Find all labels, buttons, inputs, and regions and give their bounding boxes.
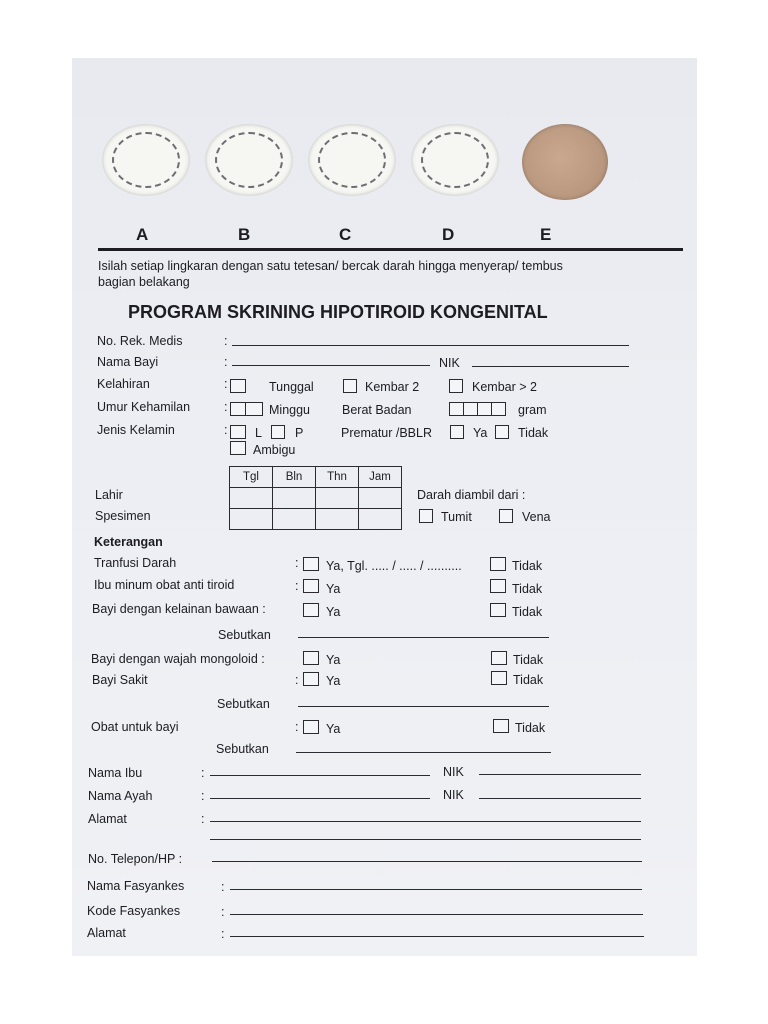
dashed-ring <box>421 132 489 188</box>
label-kelainan-ya: Ya <box>326 605 341 619</box>
nik-bayi-field[interactable] <box>472 366 629 367</box>
checkbox-mongoloid-tidak[interactable] <box>491 651 507 665</box>
circle-label-a: A <box>136 225 149 244</box>
checkbox-ibu-obat-tidak[interactable] <box>490 579 506 593</box>
telepon-field[interactable] <box>212 861 642 862</box>
checkbox-sakit-tidak[interactable] <box>491 671 507 685</box>
label-obat-ya: Ya <box>326 722 341 736</box>
colon: : <box>224 355 228 369</box>
checkbox-ambigu[interactable] <box>230 441 246 455</box>
label-kembar-gt2: Kembar > 2 <box>472 380 537 394</box>
label-sakit-tidak: Tidak <box>513 673 544 687</box>
label-kelahiran: Kelahiran <box>97 377 150 391</box>
checkbox-sakit-ya[interactable] <box>303 672 319 686</box>
label-obat-bayi: Obat untuk bayi <box>91 720 179 734</box>
instruction-line-2: bagian belakang <box>98 275 190 289</box>
colon: : <box>224 400 228 414</box>
label-spesimen: Spesimen <box>95 509 151 523</box>
colon: : <box>221 927 225 941</box>
label-kode-fasyankes: Kode Fasyankes <box>87 904 181 918</box>
label-sebutkan-sakit: Sebutkan <box>217 697 270 711</box>
blood-spot-circle-c[interactable] <box>308 124 396 196</box>
colon: : <box>295 673 299 687</box>
alamat-orangtua-field-1[interactable] <box>210 821 641 822</box>
checkbox-laki-laki[interactable] <box>230 425 246 439</box>
label-tumit: Tumit <box>441 510 472 524</box>
colon: : <box>224 377 228 391</box>
label-tranfusi: Tranfusi Darah <box>94 556 177 570</box>
checkbox-ibu-obat-ya[interactable] <box>303 579 319 593</box>
label-alamat-orangtua: Alamat <box>88 812 127 826</box>
colon: : <box>295 556 299 570</box>
blood-spot-circle-d[interactable] <box>411 124 499 196</box>
checkbox-kelainan-ya[interactable] <box>303 603 319 617</box>
label-ambigu: Ambigu <box>253 443 296 457</box>
lahir-thn-cell[interactable] <box>316 488 359 509</box>
sebutkan-sakit-field[interactable] <box>298 706 549 707</box>
label-rek-medis: No. Rek. Medis <box>97 334 183 348</box>
header-tgl: Tgl <box>230 467 273 488</box>
colon: : <box>201 789 205 803</box>
nama-fasyankes-field[interactable] <box>230 889 642 890</box>
label-mongoloid: Bayi dengan wajah mongoloid : <box>91 652 265 666</box>
label-nik-ibu: NIK <box>443 765 464 779</box>
header-bln: Bln <box>273 467 316 488</box>
label-jenis-kelamin: Jenis Kelamin <box>97 423 175 437</box>
page-title: PROGRAM SKRINING HIPOTIROID KONGENITAL <box>128 302 548 322</box>
nik-ibu-field[interactable] <box>479 774 641 775</box>
checkbox-tranfusi-tidak[interactable] <box>490 557 506 571</box>
checkbox-vena[interactable] <box>499 509 513 523</box>
label-sakit-ya: Ya <box>326 674 341 688</box>
header-thn: Thn <box>316 467 359 488</box>
colon: : <box>221 905 225 919</box>
colon: : <box>224 423 228 437</box>
label-ibu-obat-ya: Ya <box>326 582 341 596</box>
circle-label-c: C <box>339 225 352 244</box>
label-kelainan: Bayi dengan kelainan bawaan : <box>92 602 266 616</box>
label-berat-badan: Berat Badan <box>342 403 412 417</box>
label-ibu-obat-tidak: Tidak <box>512 582 543 596</box>
circle-label-b: B <box>238 225 251 244</box>
label-prematur: Prematur /BBLR <box>341 426 433 440</box>
label-tunggal: Tunggal <box>269 380 314 394</box>
nama-ibu-field[interactable] <box>210 775 430 776</box>
alamat-fasyankes-field[interactable] <box>230 936 644 937</box>
label-l: L <box>255 426 262 440</box>
sebutkan-kelainan-field[interactable] <box>298 637 549 638</box>
label-vena: Vena <box>522 510 551 524</box>
blood-spot-circle-e[interactable] <box>522 124 608 200</box>
spesimen-thn-cell[interactable] <box>316 509 359 530</box>
dashed-ring <box>318 132 386 188</box>
label-tranfusi-tidak: Tidak <box>512 559 543 573</box>
kode-fasyankes-field[interactable] <box>230 914 643 915</box>
spesimen-tgl-cell[interactable] <box>230 509 273 530</box>
lahir-jam-cell[interactable] <box>359 488 402 509</box>
lahir-bln-cell[interactable] <box>273 488 316 509</box>
checkbox-tunggal[interactable] <box>230 379 246 393</box>
label-prematur-ya: Ya <box>473 426 488 440</box>
label-umur-kehamilan: Umur Kehamilan <box>97 400 191 414</box>
sebutkan-obat-field[interactable] <box>296 752 551 753</box>
checkbox-obat-ya[interactable] <box>303 720 319 734</box>
label-ibu-obat: Ibu minum obat anti tiroid <box>94 578 235 592</box>
label-lahir: Lahir <box>95 488 123 502</box>
label-tranfusi-ya-tgl: Ya, Tgl. ..... / ..... / .......... <box>326 559 462 573</box>
label-telepon: No. Telepon/HP : <box>88 852 183 866</box>
dashed-ring <box>112 132 180 188</box>
lahir-tgl-cell[interactable] <box>230 488 273 509</box>
header-jam: Jam <box>359 467 402 488</box>
berat-badan-digit-1[interactable] <box>449 402 464 416</box>
blood-spot-circle-b[interactable] <box>205 124 293 196</box>
circle-label-d: D <box>442 225 455 244</box>
label-minggu: Minggu <box>269 403 310 417</box>
heading-keterangan: Keterangan <box>94 535 163 549</box>
checkbox-mongoloid-ya[interactable] <box>303 651 319 665</box>
label-darah-diambil: Darah diambil dari : <box>417 488 526 502</box>
label-alamat-fasyankes: Alamat <box>87 926 126 940</box>
checkbox-perempuan[interactable] <box>271 425 285 439</box>
colon: : <box>201 812 205 826</box>
label-kembar2: Kembar 2 <box>365 380 420 394</box>
checkbox-prematur-tidak[interactable] <box>495 425 509 439</box>
label-p: P <box>295 426 304 440</box>
spesimen-jam-cell[interactable] <box>359 509 402 530</box>
label-sebutkan-obat: Sebutkan <box>216 742 269 756</box>
label-nama-ayah: Nama Ayah <box>88 789 153 803</box>
circle-label-e: E <box>540 225 552 244</box>
umur-kehamilan-digit-2[interactable] <box>245 402 263 416</box>
screening-card <box>72 58 697 956</box>
colon: : <box>224 334 228 348</box>
checkbox-tranfusi-ya[interactable] <box>303 557 319 571</box>
checkbox-kembar-gt2[interactable] <box>449 379 463 393</box>
checkbox-kembar2[interactable] <box>343 379 357 393</box>
nik-ayah-field[interactable] <box>479 798 641 799</box>
label-nama-ibu: Nama Ibu <box>88 766 143 780</box>
checkbox-obat-tidak[interactable] <box>493 719 509 733</box>
berat-badan-digit-3[interactable] <box>477 402 492 416</box>
label-nik-ayah: NIK <box>443 788 464 802</box>
nama-ayah-field[interactable] <box>210 798 430 799</box>
label-sebutkan-kelainan: Sebutkan <box>218 628 271 642</box>
berat-badan-digit-4[interactable] <box>491 402 506 416</box>
label-obat-tidak: Tidak <box>515 721 546 735</box>
colon: : <box>201 766 205 780</box>
colon: : <box>295 579 299 593</box>
colon: : <box>295 720 299 734</box>
label-mongoloid-tidak: Tidak <box>513 653 544 667</box>
nama-bayi-field[interactable] <box>232 365 430 366</box>
label-nik-bayi: NIK <box>439 356 460 370</box>
header-rule <box>98 248 683 251</box>
checkbox-tumit[interactable] <box>419 509 433 523</box>
instruction-line-1: Isilah setiap lingkaran dengan satu tetesan/ bercak darah hingga menyerap/ tembus <box>98 259 563 273</box>
label-kelainan-tidak: Tidak <box>512 605 543 619</box>
checkbox-kelainan-tidak[interactable] <box>490 603 506 617</box>
label-nama-bayi: Nama Bayi <box>97 355 159 369</box>
alamat-orangtua-field-2[interactable] <box>210 839 641 840</box>
checkbox-prematur-ya[interactable] <box>450 425 464 439</box>
label-nama-fasyankes: Nama Fasyankes <box>87 879 185 893</box>
label-bayi-sakit: Bayi Sakit <box>92 673 148 687</box>
berat-badan-digit-2[interactable] <box>463 402 478 416</box>
date-table <box>229 466 402 530</box>
label-mongoloid-ya: Ya <box>326 653 341 667</box>
colon: : <box>221 880 225 894</box>
dashed-ring <box>215 132 283 188</box>
rek-medis-field[interactable] <box>232 345 629 346</box>
blood-spot-circle-a[interactable] <box>102 124 190 196</box>
label-prematur-tidak: Tidak <box>518 426 549 440</box>
spesimen-bln-cell[interactable] <box>273 509 316 530</box>
umur-kehamilan-digit-1[interactable] <box>230 402 246 416</box>
label-gram: gram <box>518 403 547 417</box>
